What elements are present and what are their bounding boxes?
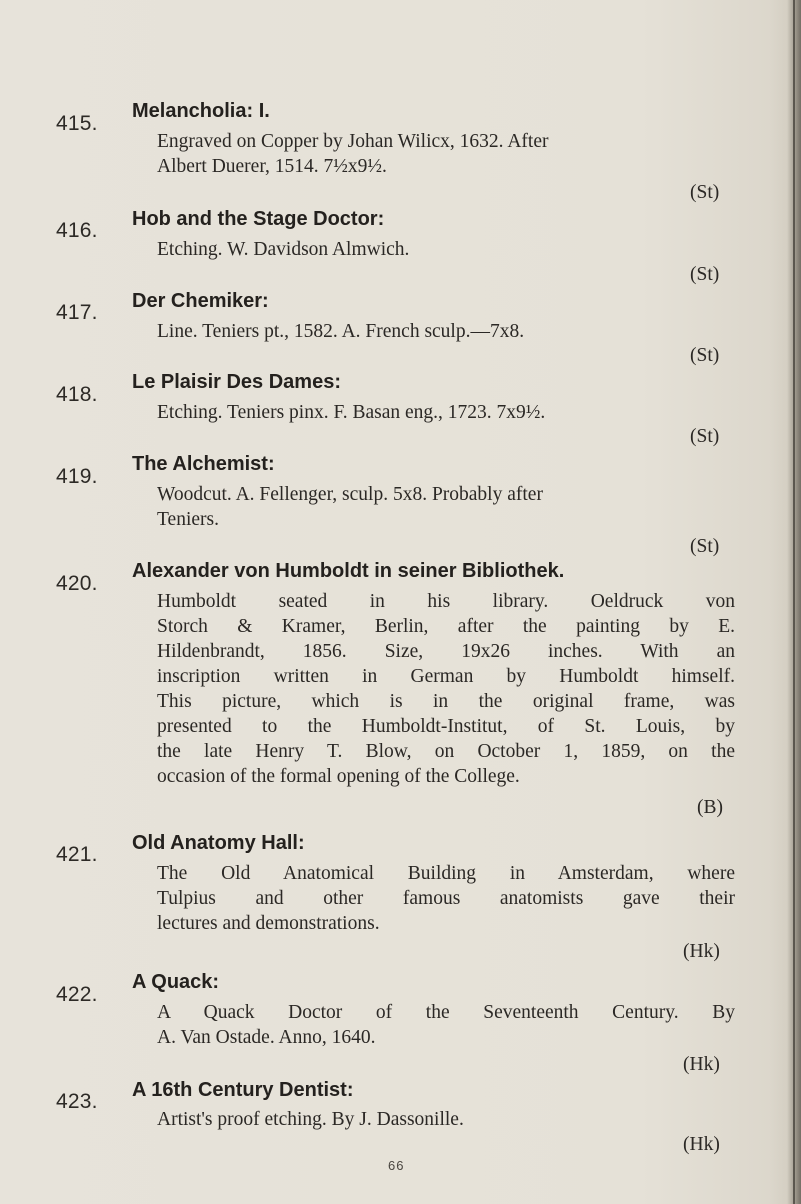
- description-line: Teniers.: [157, 509, 219, 530]
- entry-number: 418.: [56, 383, 98, 406]
- description-line: A. Van Ostade. Anno, 1640.: [157, 1027, 376, 1048]
- description-line: Albert Duerer, 1514. 7½x9½.: [157, 156, 387, 177]
- collection-code: (B): [697, 797, 723, 818]
- entry-title: Old Anatomy Hall:: [132, 832, 305, 854]
- description-line: Etching. W. Davidson Almwich.: [157, 239, 410, 260]
- entry-number: 417.: [56, 301, 98, 324]
- description-line: Tulpius and other famous anatomists gave their: [157, 888, 735, 909]
- page-number: 66: [388, 1158, 405, 1173]
- description-line: Etching. Teniers pinx. F. Basan eng., 1723. 7x9½.: [157, 402, 546, 423]
- collection-code: (St): [690, 345, 720, 366]
- entry-title: Hob and the Stage Doctor:: [132, 208, 385, 230]
- description-line: Hildenbrandt, 1856. Size, 19x26 inches. With an: [157, 641, 735, 662]
- collection-code: (St): [690, 182, 720, 203]
- entry-description: [157, 861, 735, 936]
- entry-description: [157, 1000, 735, 1050]
- collection-code: (St): [690, 426, 720, 447]
- description-line: lectures and demonstrations.: [157, 913, 380, 934]
- entry-description: [157, 1107, 735, 1132]
- entry-title: Melancholia: I.: [132, 100, 270, 122]
- description-line: inscription written in German by Humboldt himself.: [157, 666, 735, 687]
- description-line: occasion of the formal opening of the College.: [157, 766, 520, 787]
- entry-description: [157, 319, 735, 344]
- entry-description: [157, 589, 735, 789]
- entry-number: 420.: [56, 572, 98, 595]
- collection-code: (Hk): [683, 1054, 720, 1075]
- entry-number: 422.: [56, 983, 98, 1006]
- collection-code: (St): [690, 264, 720, 285]
- entry-title: A 16th Century Dentist:: [132, 1079, 354, 1101]
- description-line: Woodcut. A. Fellenger, sculp. 5x8. Probably after: [157, 484, 543, 505]
- description-line: Storch & Kramer, Berlin, after the painting by E.: [157, 616, 735, 637]
- entry-title: Alexander von Humboldt in seiner Bibliothek.: [132, 560, 565, 582]
- description-line: Humboldt seated in his library. Oeldruck von: [157, 591, 735, 612]
- entry-number: 419.: [56, 465, 98, 488]
- description-line: The Old Anatomical Building in Amsterdam, where: [157, 863, 735, 884]
- collection-code: (Hk): [683, 941, 720, 962]
- description-line: This picture, which is in the original frame, was: [157, 691, 735, 712]
- entry-number: 421.: [56, 843, 98, 866]
- entry-title: Le Plaisir Des Dames:: [132, 371, 341, 393]
- entry-number: 415.: [56, 112, 98, 135]
- collection-code: (St): [690, 536, 720, 557]
- description-line: Line. Teniers pt., 1582. A. French sculp.—7x8.: [157, 321, 525, 342]
- page-edge-line: [793, 0, 795, 1204]
- description-line: presented to the Humboldt-Institut, of St. Louis, by: [157, 716, 735, 737]
- description-line: A Quack Doctor of the Seventeenth Century. By: [157, 1002, 735, 1023]
- entry-description: [157, 482, 735, 532]
- entry-description: [157, 237, 735, 262]
- entry-description: [157, 400, 735, 425]
- description-line: the late Henry T. Blow, on October 1, 1859, on the: [157, 741, 735, 762]
- entry-number: 423.: [56, 1090, 98, 1113]
- description-line: Engraved on Copper by Johan Wilicx, 1632. After: [157, 131, 549, 152]
- entry-title: The Alchemist:: [132, 453, 275, 475]
- entry-title: A Quack:: [132, 971, 220, 993]
- entry-description: [157, 129, 735, 179]
- description-line: Artist's proof etching. By J. Dassonille.: [157, 1109, 464, 1130]
- entry-title: Der Chemiker:: [132, 290, 269, 312]
- collection-code: (Hk): [683, 1134, 720, 1155]
- entry-number: 416.: [56, 219, 98, 242]
